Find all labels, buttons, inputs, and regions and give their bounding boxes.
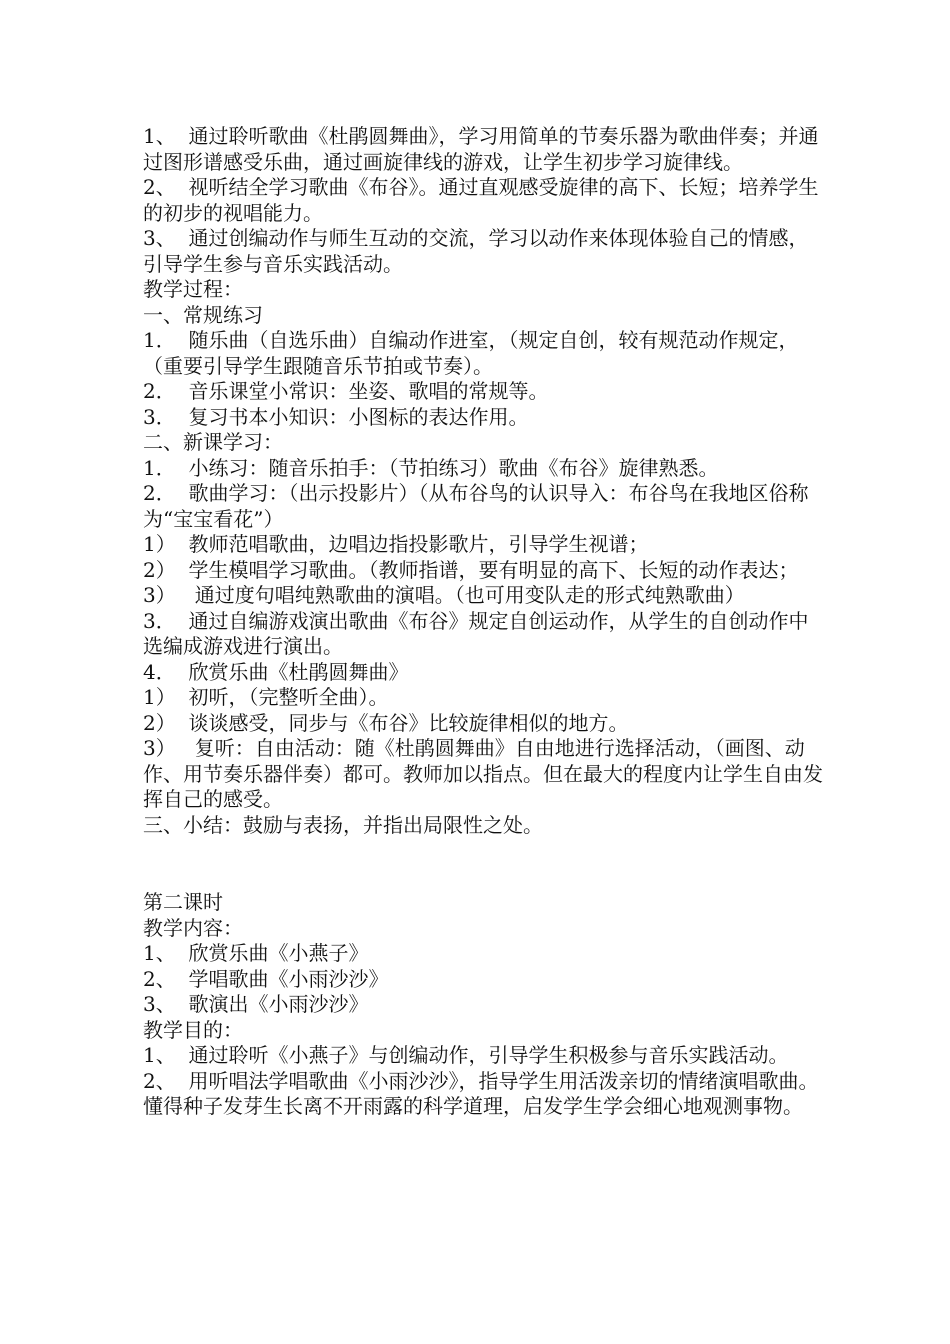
summary-line: 三、小结：鼓励与表扬，并指出局限性之处。 xyxy=(143,812,543,837)
routine-item-3: 3． 复习书本小知识：小图标的表达作用。 xyxy=(143,404,529,429)
new-lesson-item-9: 2） 谈谈感受，同步与《布谷》比较旋律相似的地方。 xyxy=(143,710,629,735)
content-item-2: 2、 学唱歌曲《小雨沙沙》 xyxy=(143,966,389,991)
routine-item-1: 1． 随乐曲（自选乐曲）自编动作进室，（规定自创，较有规范动作规定，（重要引导学生跟随音乐节拍或节奏）。 xyxy=(143,328,799,378)
routine-heading: 一、常规练习 xyxy=(143,302,263,327)
lesson-one-objective-3: 3、 通过创编动作与师生互动的交流，学习以动作来体现体验自己的情感，引导学生参与音乐实践活动。 xyxy=(143,226,809,276)
new-lesson-item-1: 1． 小练习：随音乐拍手：（节拍练习）歌曲《布谷》旋律熟悉。 xyxy=(143,455,719,480)
new-lesson-item-4: 2） 学生模唱学习歌曲。（教师指谱，要有明显的高下、长短的动作表达； xyxy=(143,557,799,582)
routine-item-2: 2． 音乐课堂小常识：坐姿、歌唱的常规等。 xyxy=(143,379,549,403)
lesson-one-objective-2: 2、 视听结全学习歌曲《布谷》。通过直观感受旋律的高下、长短；培养学生的初步的视唱能力。 xyxy=(143,175,819,225)
new-lesson-item-10: 3） 复听：自由活动：随《杜鹃圆舞曲》自由地进行选择活动，（画图、动作、用节奏乐器伴奏）都可。教师加以指点。但在最大的程度内让学生自由发挥自己的感受。 xyxy=(143,736,823,811)
content-heading: 教学内容： xyxy=(143,915,243,940)
section-spacer xyxy=(143,838,823,890)
new-lesson-item-7: 4． 欣赏乐曲《杜鹃圆舞曲》 xyxy=(143,659,409,684)
objectives-heading: 教学目的： xyxy=(143,1017,243,1042)
new-lesson-heading: 二、新课学习： xyxy=(143,430,283,454)
lesson-two-objective-1: 1、 通过聆听《小燕子》与创编动作，引导学生积极参与音乐实践活动。 xyxy=(143,1043,789,1067)
content-item-3: 3、 歌演出《小雨沙沙》 xyxy=(143,992,369,1016)
content-item-1: 1、 欣赏乐曲《小燕子》 xyxy=(143,941,369,965)
lesson-two-objective-2: 2、 用听唱法学唱歌曲《小雨沙沙》，指导学生用活泼亲切的情绪演唱歌曲。懂得种子发芽生长离不开雨露的科学道理，启发学生学会细心地观测事物。 xyxy=(143,1068,819,1118)
lesson-two-title: 第二课时 xyxy=(143,890,223,914)
new-lesson-item-8: 1） 初听，（完整听全曲）。 xyxy=(143,685,389,709)
document-body xyxy=(143,124,823,1120)
new-lesson-item-3: 1） 教师范唱歌曲，边唱边指投影歌片，引导学生视谱； xyxy=(143,532,649,556)
process-heading: 教学过程： xyxy=(143,277,243,301)
new-lesson-item-5: 3） 通过度句唱纯熟歌曲的演唱。（也可用变队走的形式纯熟歌曲） xyxy=(143,583,745,607)
new-lesson-item-2: 2． 歌曲学习：（出示投影片）（从布谷鸟的认识导入：布谷鸟在我地区俗称为“宝宝看花”） xyxy=(143,481,809,531)
lesson-one-objective-1: 1、 通过聆听歌曲《杜鹃圆舞曲》，学习用简单的节奏乐器为歌曲伴奏；并通过图形谱感受乐曲，通过画旋律线的游戏，让学生初步学习旋律线。 xyxy=(143,124,819,174)
new-lesson-item-6: 3． 通过自编游戏演出歌曲《布谷》规定自创运动作，从学生的自创动作中选编成游戏进行演出。 xyxy=(143,608,809,658)
